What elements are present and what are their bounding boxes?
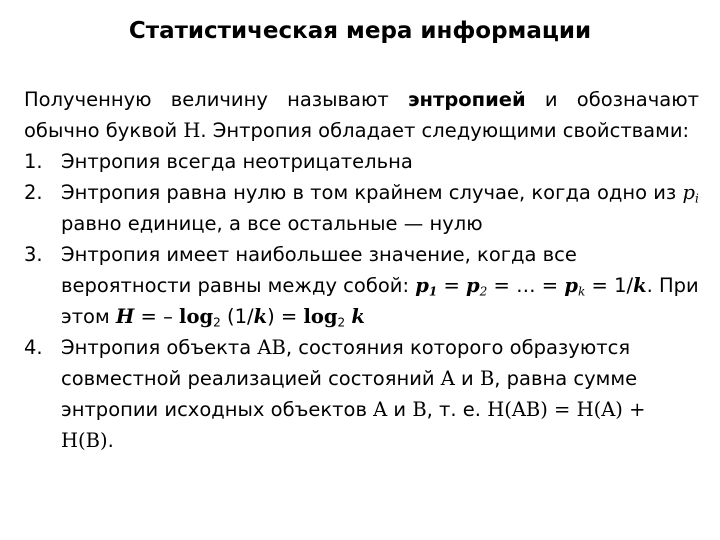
equals-sign: =: [487, 274, 517, 297]
ellipsis: …: [516, 274, 536, 297]
intro-paragraph: [24, 84, 699, 146]
property-text-mid: , состояния которого образуются совместной реализацией состояний: [61, 336, 631, 390]
var-k: k: [633, 274, 647, 297]
one-over: 1/: [614, 274, 634, 297]
var-p1: p: [415, 274, 429, 297]
paren-close: ): [267, 305, 275, 328]
entropy-term: энтропией: [407, 88, 526, 111]
intro-text-mid: и обозначают обычно буквой: [24, 88, 699, 142]
object-B: B: [412, 398, 427, 421]
property-text: Энтропия объекта: [61, 336, 258, 359]
property-number: 2.: [24, 181, 43, 204]
property-text: Энтропия равна нулю в том крайнем случае, когда одно из: [61, 181, 683, 204]
slide-body: [24, 84, 699, 456]
property-text: Энтропия имеет наибольшее значение, когда все вероятности равны между собой:: [61, 243, 577, 297]
conjunction: и: [454, 367, 480, 390]
property-4: [24, 332, 699, 456]
var-H: H: [115, 305, 135, 328]
period: .: [107, 429, 114, 452]
log-function: log: [303, 305, 338, 328]
log-function: log: [179, 305, 214, 328]
log-base: 2: [213, 315, 221, 330]
conjunction: и: [387, 398, 413, 421]
property-text: Энтропия всегда неотрицательна: [61, 150, 413, 173]
intro-text-before: Полученную величину называют: [24, 88, 408, 111]
object-A: A: [440, 367, 455, 390]
property-1: [24, 146, 699, 177]
log-base: 2: [337, 315, 346, 330]
property-number: 3.: [24, 243, 43, 266]
var-p1-subscript: 1: [428, 284, 438, 299]
object-A: A: [373, 398, 388, 421]
var-pk: p: [564, 274, 578, 297]
entropy-formula: H(AB) = H(A) + H(B): [61, 398, 646, 452]
equals-sign: =: [535, 274, 565, 297]
var-k: k: [351, 305, 365, 328]
var-k: k: [253, 305, 268, 328]
intro-text-after: . Энтропия обладает следующими свойствами:: [200, 119, 690, 142]
property-number: 4.: [24, 336, 43, 359]
var-p: p: [682, 181, 695, 204]
var-p-subscript: i: [694, 191, 699, 206]
properties-list: [24, 146, 699, 456]
equals-sign: =: [585, 274, 615, 297]
var-pk-subscript: k: [578, 284, 586, 299]
property-3: [24, 239, 699, 332]
entropy-symbol: H: [183, 119, 201, 142]
property-text-after: равно единице, а все остальные — нулю: [61, 212, 483, 235]
slide-title: Статистическая мера информации: [128, 18, 592, 44]
property-text-mid: , т. е.: [426, 398, 488, 421]
paren-open: (1/: [220, 305, 254, 328]
property-text-mid: , равна сумме энтропии исходных объектов: [61, 367, 638, 421]
property-2: [24, 177, 699, 239]
object-AB: AB: [257, 336, 286, 359]
minus-sign: = –: [134, 305, 180, 328]
var-p2: p: [466, 274, 480, 297]
equals-sign: =: [274, 305, 304, 328]
property-text-mid: . При этом: [61, 274, 699, 328]
property-number: 1.: [24, 150, 43, 173]
object-B: B: [479, 367, 495, 390]
var-p2-subscript: 2: [479, 284, 488, 299]
equals-sign: =: [437, 274, 467, 297]
